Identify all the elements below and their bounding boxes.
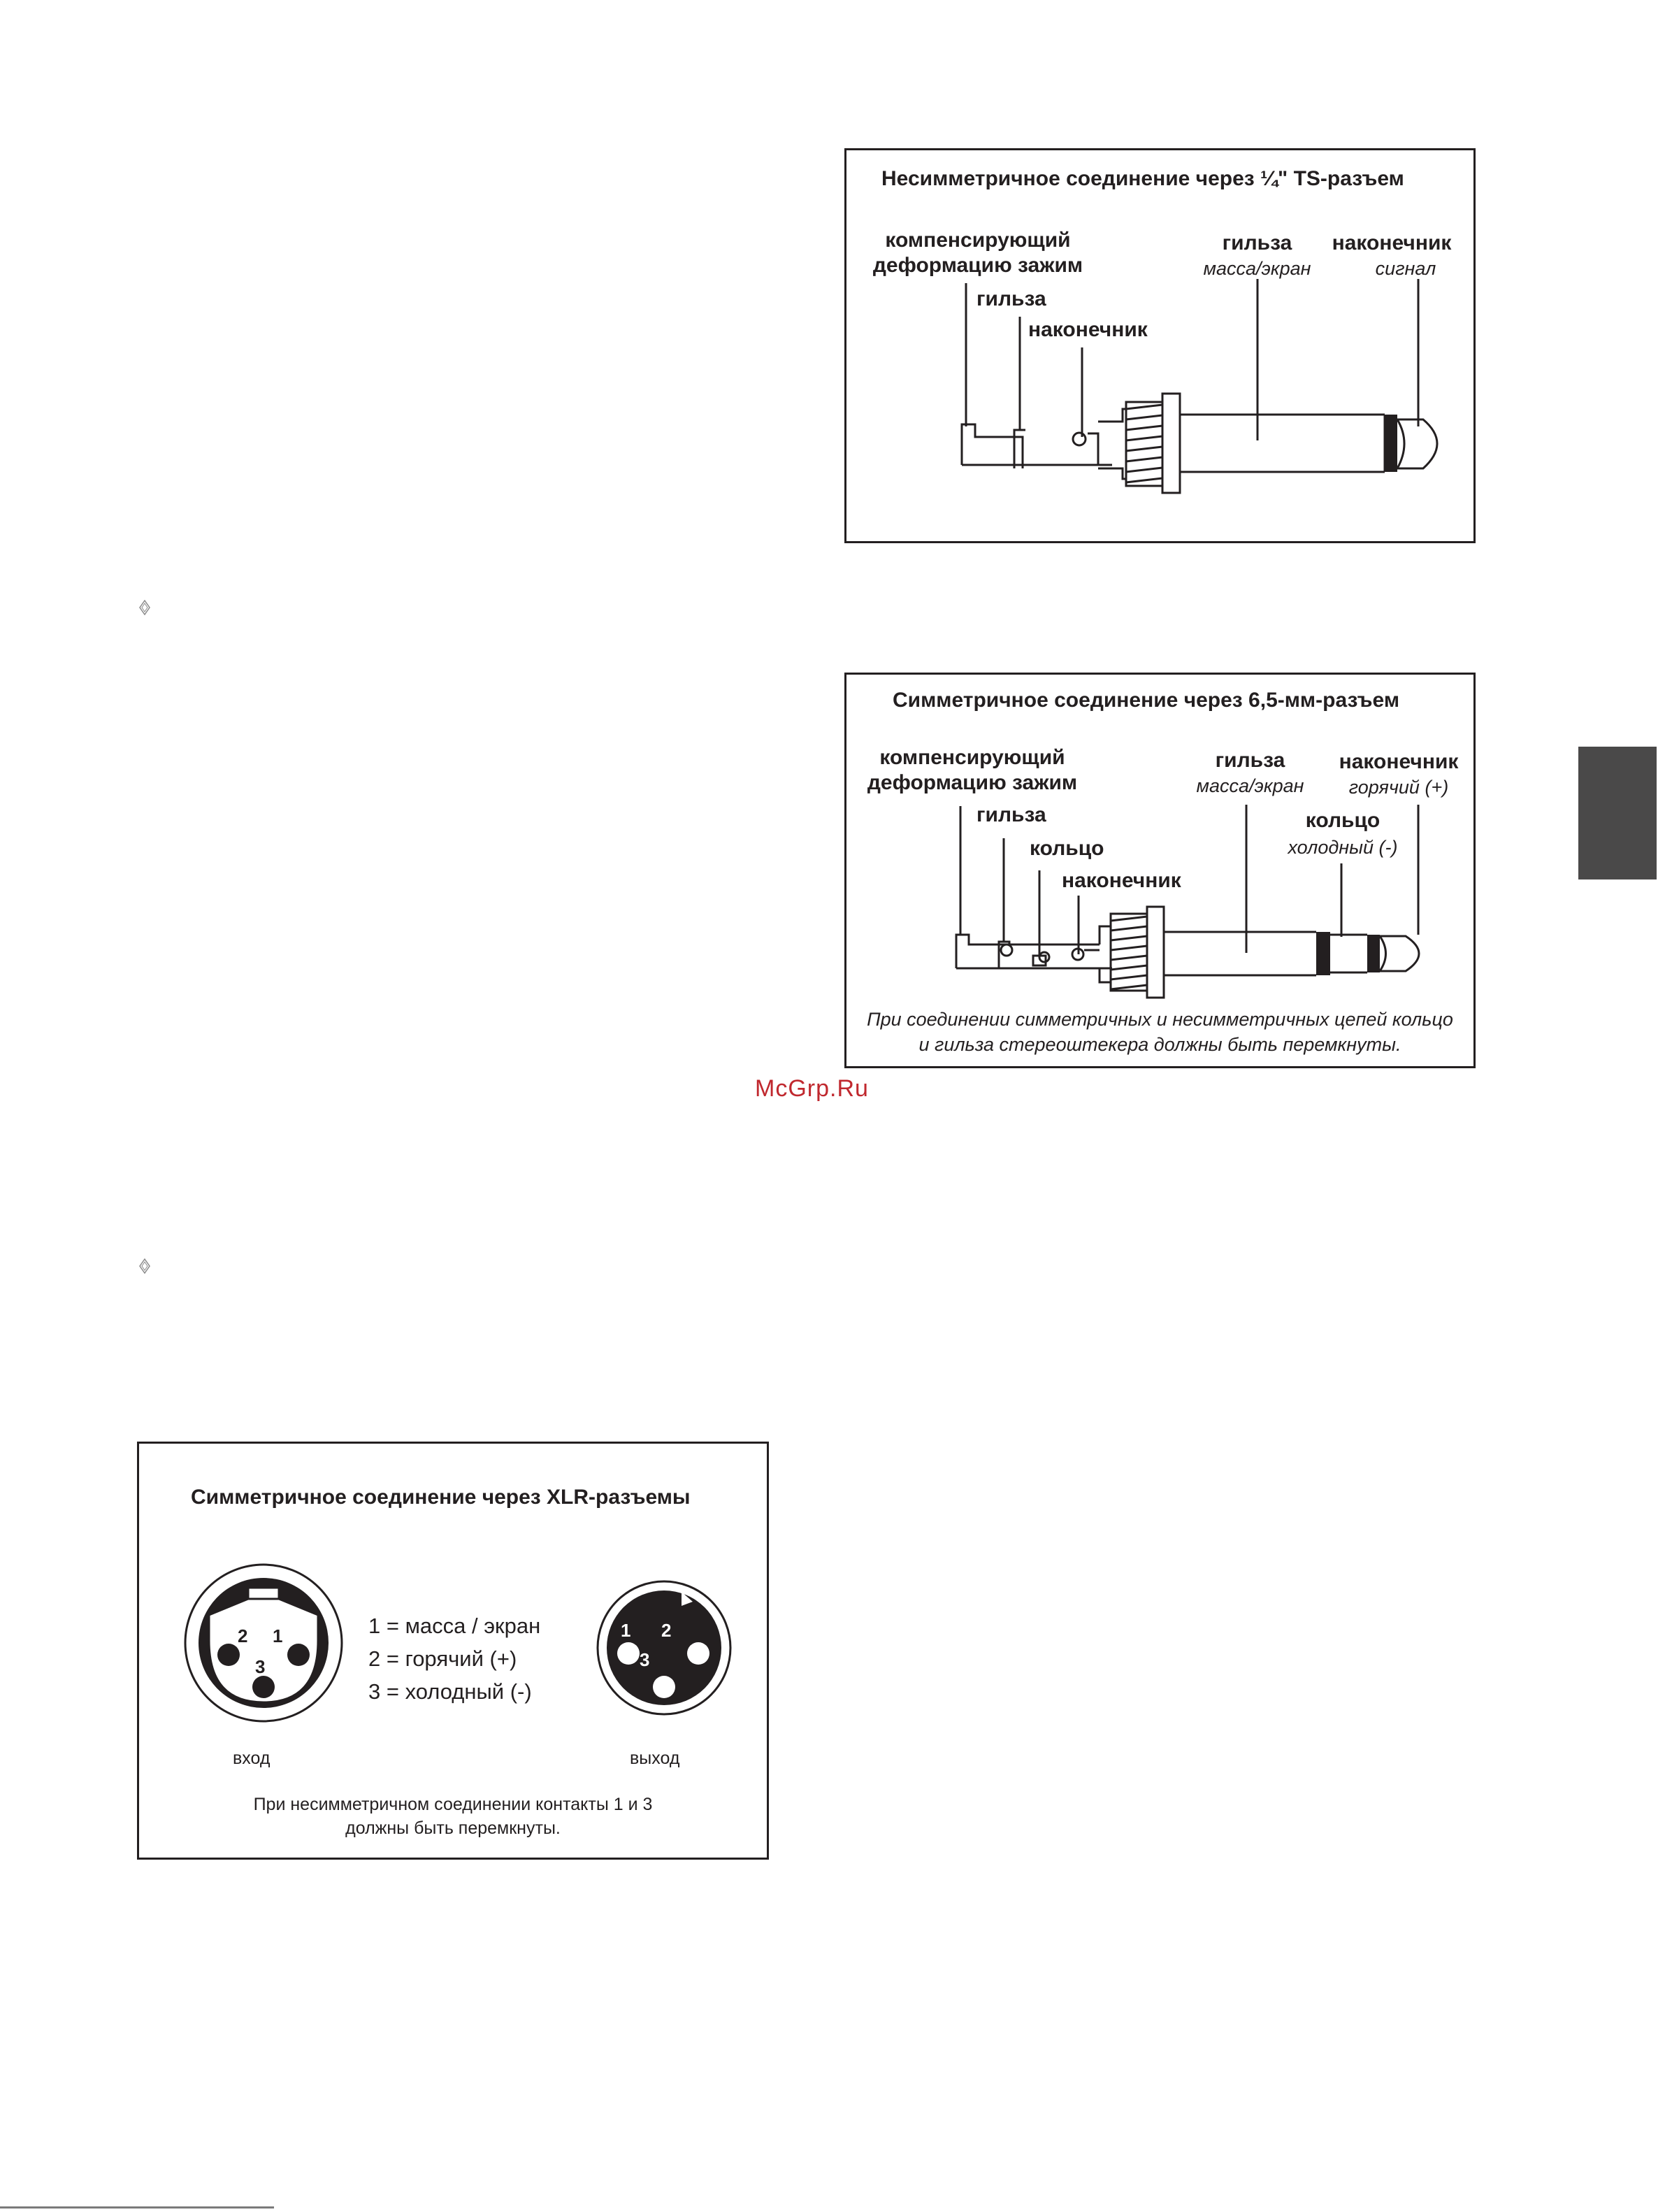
trs-sub-ring-right: холодный (-) (1288, 837, 1398, 858)
xlr-male-pin-label: 2 (661, 1620, 672, 1641)
xlr-caption-output: выход (630, 1748, 680, 1768)
xlr-legend-item: 1 = масса / экран (368, 1614, 541, 1638)
trs-label-strain-relief-line2: деформацию зажим (867, 771, 1078, 794)
trs-label-sleeve: гильза (976, 803, 1046, 826)
trs-label-tip: наконечник (1062, 869, 1181, 892)
ts-connection-panel (844, 148, 1476, 543)
ts-panel-title: Несимметричное соединение через ¼" TS-разъем (881, 167, 1404, 190)
section-tab (1578, 747, 1657, 879)
trs-connection-panel (844, 673, 1476, 1068)
trs-panel-title: Симметричное соединение через 6,5-мм-разъем (893, 689, 1400, 712)
ts-label-strain-relief-line2: деформацию зажим (872, 254, 1083, 277)
xlr-female-connector-icon (185, 1565, 342, 1721)
xlr-legend-item: 2 = горячий (+) (368, 1646, 517, 1671)
xlr-female-pin-label: 2 (238, 1625, 248, 1646)
xlr-note-line1: При несимметричном соединении контакты 1 и 3 (253, 1795, 653, 1814)
trs-sub-sleeve-right: масса/экран (1196, 775, 1304, 796)
xlr-legend-item: 3 = холодный (-) (368, 1679, 532, 1704)
xlr-female-pin-label: 3 (255, 1656, 266, 1677)
trs-label-tip-right: наконечник (1339, 750, 1459, 773)
section-marker-icon (139, 1258, 150, 1274)
xlr-male-pin-label: 1 (621, 1620, 631, 1641)
ts-label-sleeve-right: гильза (1222, 231, 1292, 254)
trs-label-sleeve-right: гильза (1215, 749, 1285, 772)
ts-label-tip-right: наконечник (1332, 231, 1452, 254)
ts-label-sleeve: гильза (976, 287, 1046, 310)
bottom-rule (0, 2206, 274, 2209)
trs-label-strain-relief-line1: компенсирующий (879, 746, 1065, 769)
ts-sub-sleeve-right: масса/экран (1203, 258, 1311, 279)
xlr-female-pin-label: 1 (273, 1625, 283, 1646)
trs-label-ring-right: кольцо (1305, 809, 1381, 832)
ts-plug-drawing (846, 150, 1478, 545)
xlr-male-pin-label: 3 (640, 1649, 650, 1670)
section-marker-icon (139, 600, 150, 615)
xlr-panel-title: Симметричное соединение через XLR-разъемы (191, 1486, 691, 1509)
ts-label-strain-relief-line1: компенсирующий (885, 229, 1071, 252)
ts-sub-tip-right: сигнал (1375, 258, 1436, 279)
watermark: McGrp.Ru (755, 1075, 869, 1102)
xlr-note-line2: должны быть перемкнуты. (345, 1818, 561, 1838)
xlr-connection-panel (137, 1442, 769, 1860)
trs-sub-tip-right: горячий (+) (1348, 777, 1449, 798)
trs-note-line2: и гильза стереоштекера должны быть перемкнуты. (918, 1034, 1401, 1055)
xlr-male-connector-icon (598, 1581, 730, 1714)
ts-label-tip: наконечник (1028, 318, 1148, 341)
xlr-caption-input: вход (233, 1748, 271, 1768)
trs-note-line1: При соединении симметричных и несимметричных цепей кольцо (867, 1009, 1453, 1030)
trs-label-ring: кольцо (1030, 837, 1104, 860)
